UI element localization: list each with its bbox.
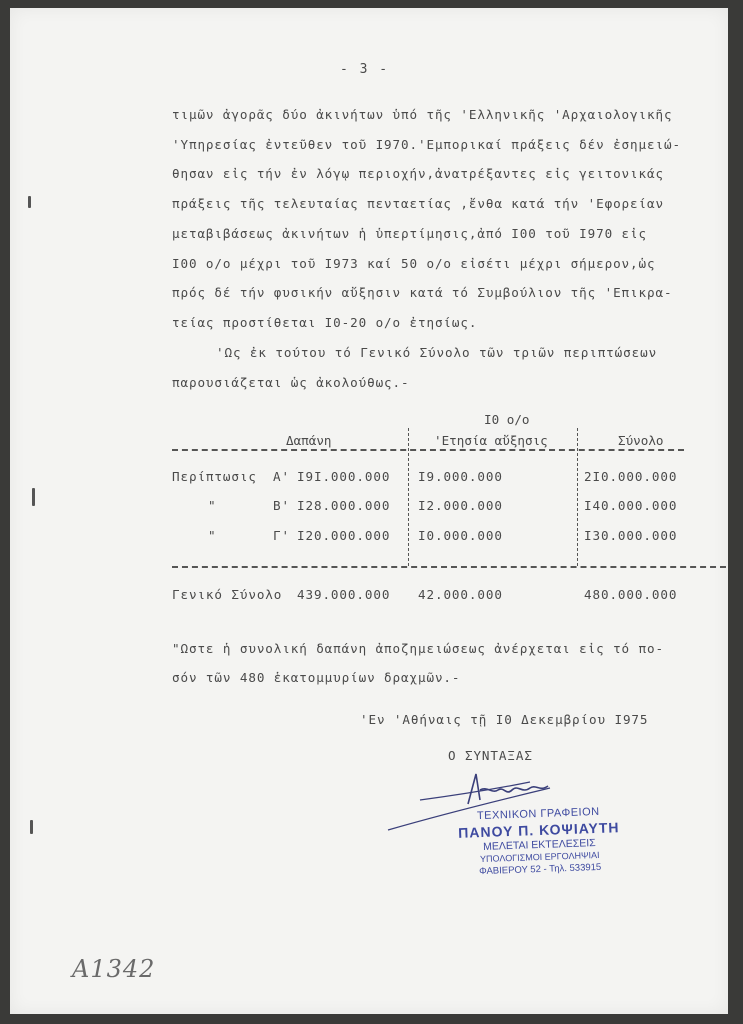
page-number: - 3 -	[340, 62, 390, 77]
paragraph-line: πρός δέ τήν φυσικήν αὔξησιν κατά τό Συμβούλιον τῆς 'Επικρα-	[172, 285, 673, 300]
stamp-line: ΜΕΛΕΤΑΙ ΕΚΤΕΛΕΣΕΙΣ	[482, 837, 596, 854]
paragraph-line: θησαν εἰς τήν ἐν λόγῳ περιοχήν,ἀνατρέξαντες εἰς γειτονικάς	[172, 166, 664, 181]
author-title: Ο ΣΥΝΤΑΞΑΣ	[448, 748, 533, 763]
table-header-increase: 'Ετησία αὔξησις	[434, 433, 548, 448]
row-expense: I20.000.000	[297, 528, 391, 543]
paragraph-line: πράξεις τῆς τελευταίας πενταετίας ,ἔνθα κατά τήν 'Εφορείαν	[172, 196, 664, 211]
row-label: Περίπτωσις	[172, 469, 257, 484]
paragraph-line: 'Ως ἐκ τούτου τό Γενικό Σύνολο τῶν τριῶν περιπτώσεων	[216, 345, 658, 360]
place-date: 'Εν 'Αθήναις τῇ I0 Δεκεμβρίου I975	[360, 712, 649, 727]
table-column-divider	[577, 428, 578, 566]
row-letter: Γ'	[273, 528, 290, 543]
row-increase: I0.000.000	[418, 528, 503, 543]
grand-total-increase: 42.000.000	[418, 587, 503, 602]
row-expense: I28.000.000	[297, 498, 391, 513]
row-expense: I9I.000.000	[297, 469, 391, 484]
grand-total-total: 480.000.000	[584, 587, 678, 602]
table-header-rate: I0 ο/ο	[484, 412, 530, 427]
margin-mark	[32, 488, 35, 506]
paragraph-line: μεταβιβάσεως ἀκινήτων ἡ ὑπερτίμησις,ἀπό I00 τοῦ I970 εἰς	[172, 226, 647, 241]
row-letter: Β'	[273, 498, 290, 513]
paragraph-line: παρουσιάζεται ὡς ἀκολούθως.-	[172, 375, 410, 390]
row-letter: Α'	[273, 469, 290, 484]
paragraph-line: τείας προστίθεται I0-20 ο/ο ἐτησίως.	[172, 315, 478, 330]
row-label: "	[208, 498, 217, 513]
row-label: "	[208, 528, 217, 543]
margin-mark	[30, 820, 33, 834]
row-total: 2I0.000.000	[584, 469, 678, 484]
conclusion-line: σόν τῶν 480 ἑκατομμυρίων δραχμῶν.-	[172, 670, 461, 685]
row-total: I40.000.000	[584, 498, 678, 513]
paragraph-line: I00 ο/ο μέχρι τοῦ I973 καί 50 ο/ο εἰσέτι μέχρι σήμερον,ὡς	[172, 256, 656, 271]
row-increase: I9.000.000	[418, 469, 503, 484]
table-column-divider	[408, 428, 409, 566]
stamp-line: ΠΑΝΟΥ Π. ΚΟΨΙΑΥΤΗ	[457, 818, 620, 841]
grand-total-label: Γενικό Σύνολο	[172, 587, 283, 602]
paragraph-line: τιμῶν ἀγορᾶς δύο ἀκινήτων ὑπό τῆς 'Ελληνικῆς 'Αρχαιολογικῆς	[172, 107, 673, 122]
row-increase: I2.000.000	[418, 498, 503, 513]
grand-total-expense: 439.000.000	[297, 587, 391, 602]
stamp-line: ΦΑΒΙΕΡΟΥ 52 - Τηλ. 533915	[478, 861, 602, 877]
office-stamp	[428, 804, 652, 922]
margin-mark	[28, 196, 31, 208]
table-header-expense: Δαπάνη	[286, 433, 332, 448]
stamp-line: ΤΕΧΝΙΚΟΝ ΓΡΑΦΕΙΟΝ	[476, 805, 600, 823]
table-total-divider	[172, 566, 726, 568]
handwritten-reference: A1342	[72, 955, 156, 983]
row-total: I30.000.000	[584, 528, 678, 543]
table-header-total: Σύνολο	[618, 433, 664, 448]
table-header-divider	[172, 449, 684, 451]
conclusion-line: "Ωστε ἡ συνολική δαπάνη ἀποζημειώσεως ἀνέρχεται εἰς τό πο-	[172, 641, 664, 656]
paragraph-line: 'Υπηρεσίας ἐντεῦθεν τοῦ I970.'Εμπορικαί πράξεις δέν ἐσημειώ-	[172, 137, 681, 152]
stamp-line: ΥΠΟΛΟΓΙΣΜΟΙ ΕΡΓΟΛΗΨΙΑΙ	[479, 850, 600, 865]
